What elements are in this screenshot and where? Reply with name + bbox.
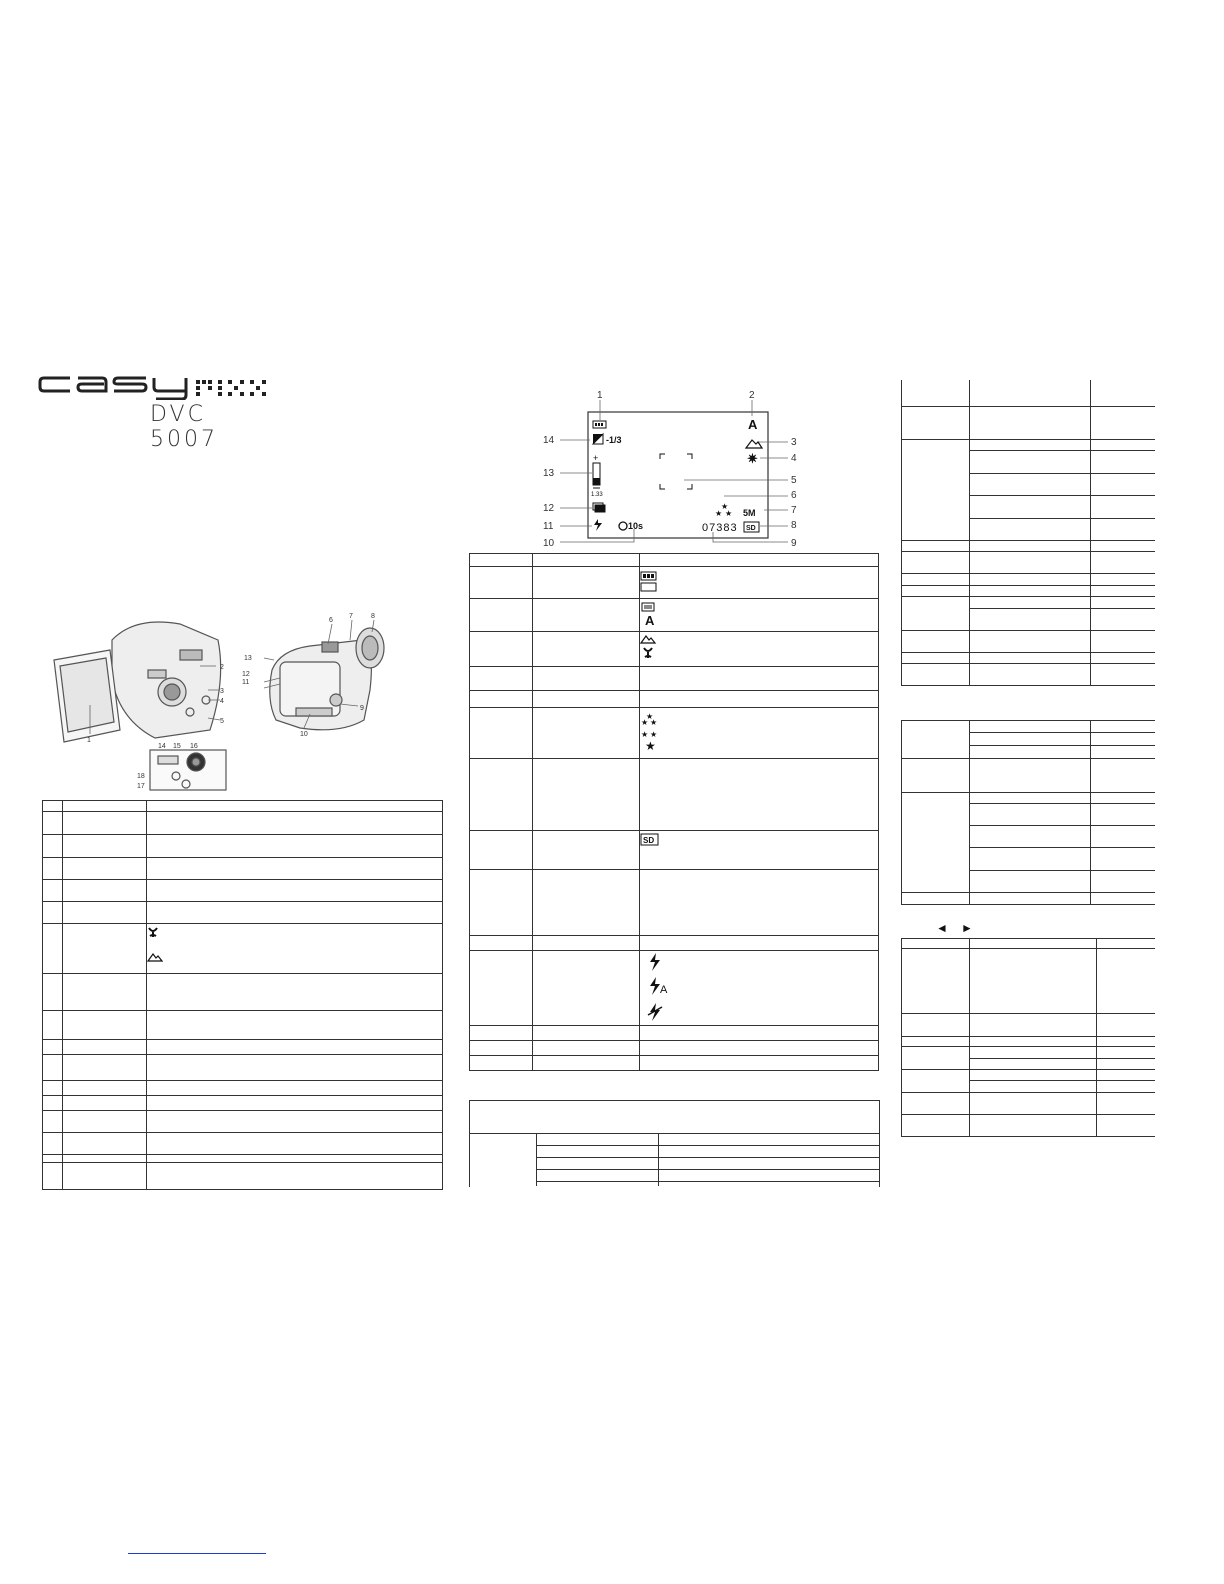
- battery-icon: [593, 421, 606, 428]
- table-row: [43, 801, 63, 812]
- svg-text:SD: SD: [643, 836, 655, 845]
- table-row: [43, 1055, 63, 1081]
- burst-icon: [593, 503, 605, 512]
- svg-text:10: 10: [543, 538, 555, 548]
- table-row: [470, 667, 533, 691]
- camera-callout-4: 4: [220, 698, 224, 705]
- table-row: [43, 880, 63, 902]
- resolution-value: 5M: [743, 508, 756, 518]
- camera-callout-7: 7: [349, 613, 353, 620]
- lcd-icons-table: [469, 553, 879, 1071]
- camera-callout-13: 13: [244, 655, 252, 662]
- svg-text:9: 9: [791, 538, 797, 548]
- svg-text:★: ★: [650, 730, 658, 739]
- svg-text:★: ★: [646, 712, 654, 721]
- right-table-grid: [901, 380, 1155, 1140]
- table-row: [470, 1026, 533, 1041]
- lcd-diagram: [530, 386, 810, 548]
- table-row: [470, 632, 533, 667]
- zoom-value: 1.33: [591, 492, 603, 498]
- svg-text:A: A: [660, 984, 668, 996]
- svg-text:13: 13: [543, 468, 555, 479]
- svg-text:★: ★: [650, 718, 658, 727]
- flash-mode-icons: [640, 951, 674, 1021]
- svg-text:★: ★: [725, 509, 733, 518]
- table-row: [470, 599, 533, 632]
- camera-callout-12: 12: [242, 671, 250, 678]
- camera-diagram: [40, 610, 440, 792]
- table-row: [43, 835, 63, 858]
- table-row: [43, 1011, 63, 1040]
- scene-landscape-icon: [746, 440, 762, 448]
- self-timer-icon: [619, 522, 627, 530]
- flash-icon: [594, 519, 602, 531]
- camera-callout-3: 3: [220, 688, 224, 695]
- table-row: [470, 831, 533, 870]
- quality-stars-icon: [715, 502, 732, 518]
- svg-text:★: ★: [715, 509, 723, 518]
- camera-callout-15: 15: [173, 743, 181, 750]
- landscape-icon: [147, 952, 442, 966]
- svg-text:2: 2: [749, 390, 755, 401]
- camera-callout-14: 14: [158, 743, 166, 750]
- svg-text:★: ★: [641, 718, 649, 727]
- footer-link-underline[interactable]: [128, 1553, 266, 1554]
- table-row: [43, 1096, 63, 1111]
- table-row: [43, 1133, 63, 1155]
- parts-table: [42, 800, 443, 1190]
- arrow-right-icon: ►: [961, 921, 973, 935]
- easypix-logo-icon: [38, 370, 278, 400]
- svg-text:8: 8: [791, 520, 797, 531]
- svg-text:4: 4: [791, 453, 797, 464]
- table-row: [470, 708, 533, 759]
- svg-text:6: 6: [791, 490, 797, 501]
- table-row: [470, 554, 533, 567]
- timer-value: 10s: [628, 521, 644, 531]
- table-row: [43, 902, 63, 924]
- shots-remaining: 07383: [702, 522, 738, 534]
- camera-callout-9: 9: [360, 705, 364, 712]
- svg-text:11: 11: [543, 521, 554, 532]
- macro-icon: [147, 926, 442, 942]
- table-row: [43, 1040, 63, 1055]
- table-row: [43, 1111, 63, 1133]
- camera-callout-10: 10: [300, 731, 308, 738]
- settings-table-frame: [469, 1100, 880, 1187]
- table-row: [470, 870, 533, 936]
- camera-callout-5: 5: [220, 718, 224, 725]
- zoom-bar-icon: [593, 453, 600, 488]
- camera-callout-6: 6: [329, 617, 333, 624]
- lcd-screen-figure: [530, 386, 810, 548]
- quality-icons: [640, 710, 660, 754]
- battery-full-icon: [640, 570, 658, 594]
- svg-text:1: 1: [597, 390, 603, 401]
- video-mode-icon: [640, 601, 658, 627]
- camera-callout-2: 2: [220, 664, 224, 671]
- table-row: [470, 951, 533, 1026]
- scene-icons: [640, 634, 658, 662]
- camera-illustration: [40, 610, 440, 792]
- model-name: DVC 5007: [150, 402, 218, 452]
- table-row: [470, 567, 533, 599]
- svg-text:12: 12: [543, 503, 555, 514]
- table-row: [43, 974, 63, 1011]
- brand-logo: [38, 370, 278, 400]
- sd-card-icon: SD: [746, 525, 756, 532]
- table-row: [43, 858, 63, 880]
- auto-mode-icon: A: [748, 417, 758, 432]
- camera-callout-1: 1: [87, 737, 91, 744]
- svg-text:★: ★: [645, 739, 656, 753]
- right-page-tables: [901, 380, 1155, 1140]
- table-row: [43, 1155, 63, 1163]
- svg-text:★: ★: [641, 730, 649, 739]
- svg-text:7: 7: [791, 505, 797, 516]
- table-row: [43, 812, 63, 835]
- svg-text:14: 14: [543, 435, 555, 446]
- table-row: [470, 691, 533, 708]
- svg-text:A: A: [645, 613, 655, 627]
- arrow-left-icon: ◄: [936, 921, 948, 935]
- exposure-value: -1/3: [606, 435, 622, 445]
- camera-callout-8: 8: [371, 613, 375, 620]
- svg-text:5: 5: [791, 475, 797, 486]
- table-row: [43, 1163, 63, 1190]
- table-row: [43, 1081, 63, 1096]
- table-row: [470, 1041, 533, 1056]
- svg-text:+: +: [593, 453, 599, 463]
- white-balance-icon: ✷: [747, 451, 758, 466]
- camera-callout-16: 16: [190, 743, 198, 750]
- table-row: [470, 1056, 533, 1071]
- table-row: [470, 759, 533, 831]
- table-row: [470, 936, 533, 951]
- table-row: [43, 924, 63, 974]
- camera-callout-18: 18: [137, 773, 145, 780]
- camera-callout-17: 17: [137, 783, 145, 790]
- sd-card-table-icon: [640, 833, 660, 847]
- focus-frame-icon: [660, 454, 692, 489]
- svg-text:★: ★: [721, 502, 729, 511]
- svg-text:3: 3: [791, 437, 797, 448]
- exposure-icon: [593, 434, 603, 444]
- camera-callout-11: 11: [242, 679, 250, 686]
